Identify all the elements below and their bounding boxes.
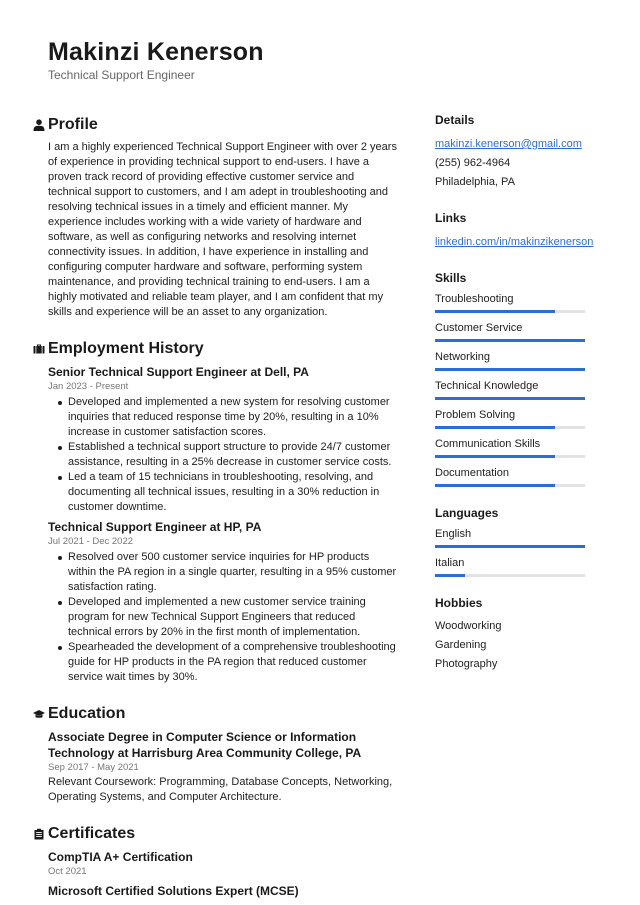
skill-level-fill [435,310,555,313]
skill-item [435,350,600,371]
skills-section [435,270,600,487]
clipboard-icon [30,825,48,843]
person-icon [30,116,48,134]
education-heading [30,703,400,725]
list-item: Resolved over 500 customer service inquiries for HP products within the PA region in a single quarter, resulting in a 95% customer satisfaction rating. [58,550,400,595]
sidebar-column [435,112,600,692]
skill-item [435,556,600,577]
employment-section [30,338,400,685]
profile-summary: I am a highly experienced Technical Support Engineer with over 2 years of experience in providing technical support to end-users. I have a proven track record of providing effective customer service and technical support to customers, and I am adept in troubleshooting and resolving technical issues in a timely and efficient manner. My experience includes working with a wide variety of hardware and software, as well as configuring networks and resolving internet connectivity issues. In addition, I have experience in installing and configuring computer hardware and software, performing system maintenance, and providing technical training to end-users. I am a highly motivated and reliable team player, and I am confident that my skills and experience will be an asset to any organization. [48,141,397,318]
skill-level-bar [435,310,585,313]
skills-title: Skills [435,271,467,285]
certificate-date: Oct 2021 [48,866,87,877]
hobbies-section [435,595,600,674]
skill-level-bar [435,484,585,487]
list-item: Established a technical support structure to provide 24/7 customer assistance, resulting in a 25% decrease in customer service costs. [58,440,400,470]
education-section [30,703,400,805]
skill-level-bar [435,339,585,342]
email-link[interactable]: makinzi.kenerson@gmail.com [435,138,582,150]
education-title: Education [48,705,126,722]
languages-section [435,505,600,577]
certificates-heading [30,823,400,845]
languages-title: Languages [435,506,499,520]
job-entry [48,519,400,685]
skill-name: Communication Skills [435,438,541,450]
employment-title: Employment History [48,340,204,357]
certificates-title: Certificates [48,825,136,842]
main-column [30,114,400,905]
skill-item [435,466,600,487]
skill-level-bar [435,426,585,429]
briefcase-icon [30,340,48,358]
list-item: Developed and implemented a new customer service training program for new Technical Support Engineers that reduced technical errors by 20% in the first month of implementation. [58,595,400,640]
skill-level-fill [435,339,585,342]
list-item: Spearheaded the development of a comprehensive troubleshooting guide for HP products in the PA region that reduced customer service wait times by 30%. [58,640,400,685]
location: Philadelphia, PA [435,176,515,188]
job-bullets [58,395,400,515]
profile-section [30,114,400,320]
education-coursework: Relevant Coursework: Programming, Database Concepts, Networking, Operating Systems, and Computer Architecture. [48,776,393,803]
job-bullets [58,550,400,685]
skill-item [435,527,600,548]
skill-level-bar [435,545,585,548]
details-section [435,112,600,192]
job-date: Jul 2021 - Dec 2022 [48,536,134,547]
skill-level-fill [435,397,585,400]
links-title: Links [435,211,467,225]
profile-title: Profile [48,116,98,133]
profile-heading [30,114,400,136]
skill-level-fill [435,484,555,487]
skill-item [435,437,600,458]
hobbies-title: Hobbies [435,596,483,610]
skill-name: Networking [435,351,491,363]
skill-name: Italian [435,557,465,569]
employment-heading [30,338,400,360]
skill-level-fill [435,455,555,458]
skill-level-fill [435,368,585,371]
skill-level-bar [435,368,585,371]
skill-level-fill [435,545,585,548]
skill-level-bar [435,397,585,400]
job-title: Senior Technical Support Engineer at Dell, PA [48,365,309,379]
details-title: Details [435,113,475,127]
certificate-name: Microsoft Certified Solutions Expert (MCSE) [48,884,299,898]
linkedin-link[interactable]: linkedin.com/in/makinzikenerson [435,236,594,248]
job-entry [48,364,400,515]
skill-name: English [435,528,472,540]
skill-item [435,408,600,429]
resume-header [48,38,264,82]
phone-number: (255) 962-4964 [435,157,511,169]
hobby-item: Woodworking [435,620,502,632]
certificate-name: CompTIA A+ Certification [48,850,193,864]
degree-title: Associate Degree in Computer Science or Information Technology at Harrisburg Area Community College, PA [48,730,362,760]
certificates-section [30,823,400,899]
skill-level-bar [435,455,585,458]
skill-name: Problem Solving [435,409,516,421]
job-title: Technical Support Engineer at HP, PA [48,520,262,534]
list-item: Led a team of 15 technicians in troubleshooting, resolving, and documenting all technical issues, resulting in a 30% reduction in customer downtime. [58,470,400,515]
skill-name: Technical Knowledge [435,380,539,392]
skill-name: Troubleshooting [435,293,514,305]
skill-level-fill [435,426,555,429]
hobby-item: Gardening [435,639,487,651]
list-item: Developed and implemented a new system for resolving customer inquiries that reduced response time by 20%, resulting in a 10% increase in customer satisfaction scores. [58,395,400,440]
skills-list [435,292,600,487]
graduation-cap-icon [30,705,48,723]
skill-item [435,379,600,400]
candidate-name: Makinzi Kenerson [48,38,264,66]
hobby-item: Photography [435,658,498,670]
skill-name: Customer Service [435,322,523,334]
skill-item [435,292,600,313]
job-date: Jan 2023 - Present [48,381,129,392]
education-date: Sep 2017 - May 2021 [48,762,139,773]
skill-name: Documentation [435,467,509,479]
skill-item [435,321,600,342]
skill-level-bar [435,574,585,577]
candidate-role: Technical Support Engineer [48,68,195,82]
skill-level-fill [435,574,465,577]
languages-list [435,527,600,577]
links-section [435,210,600,252]
